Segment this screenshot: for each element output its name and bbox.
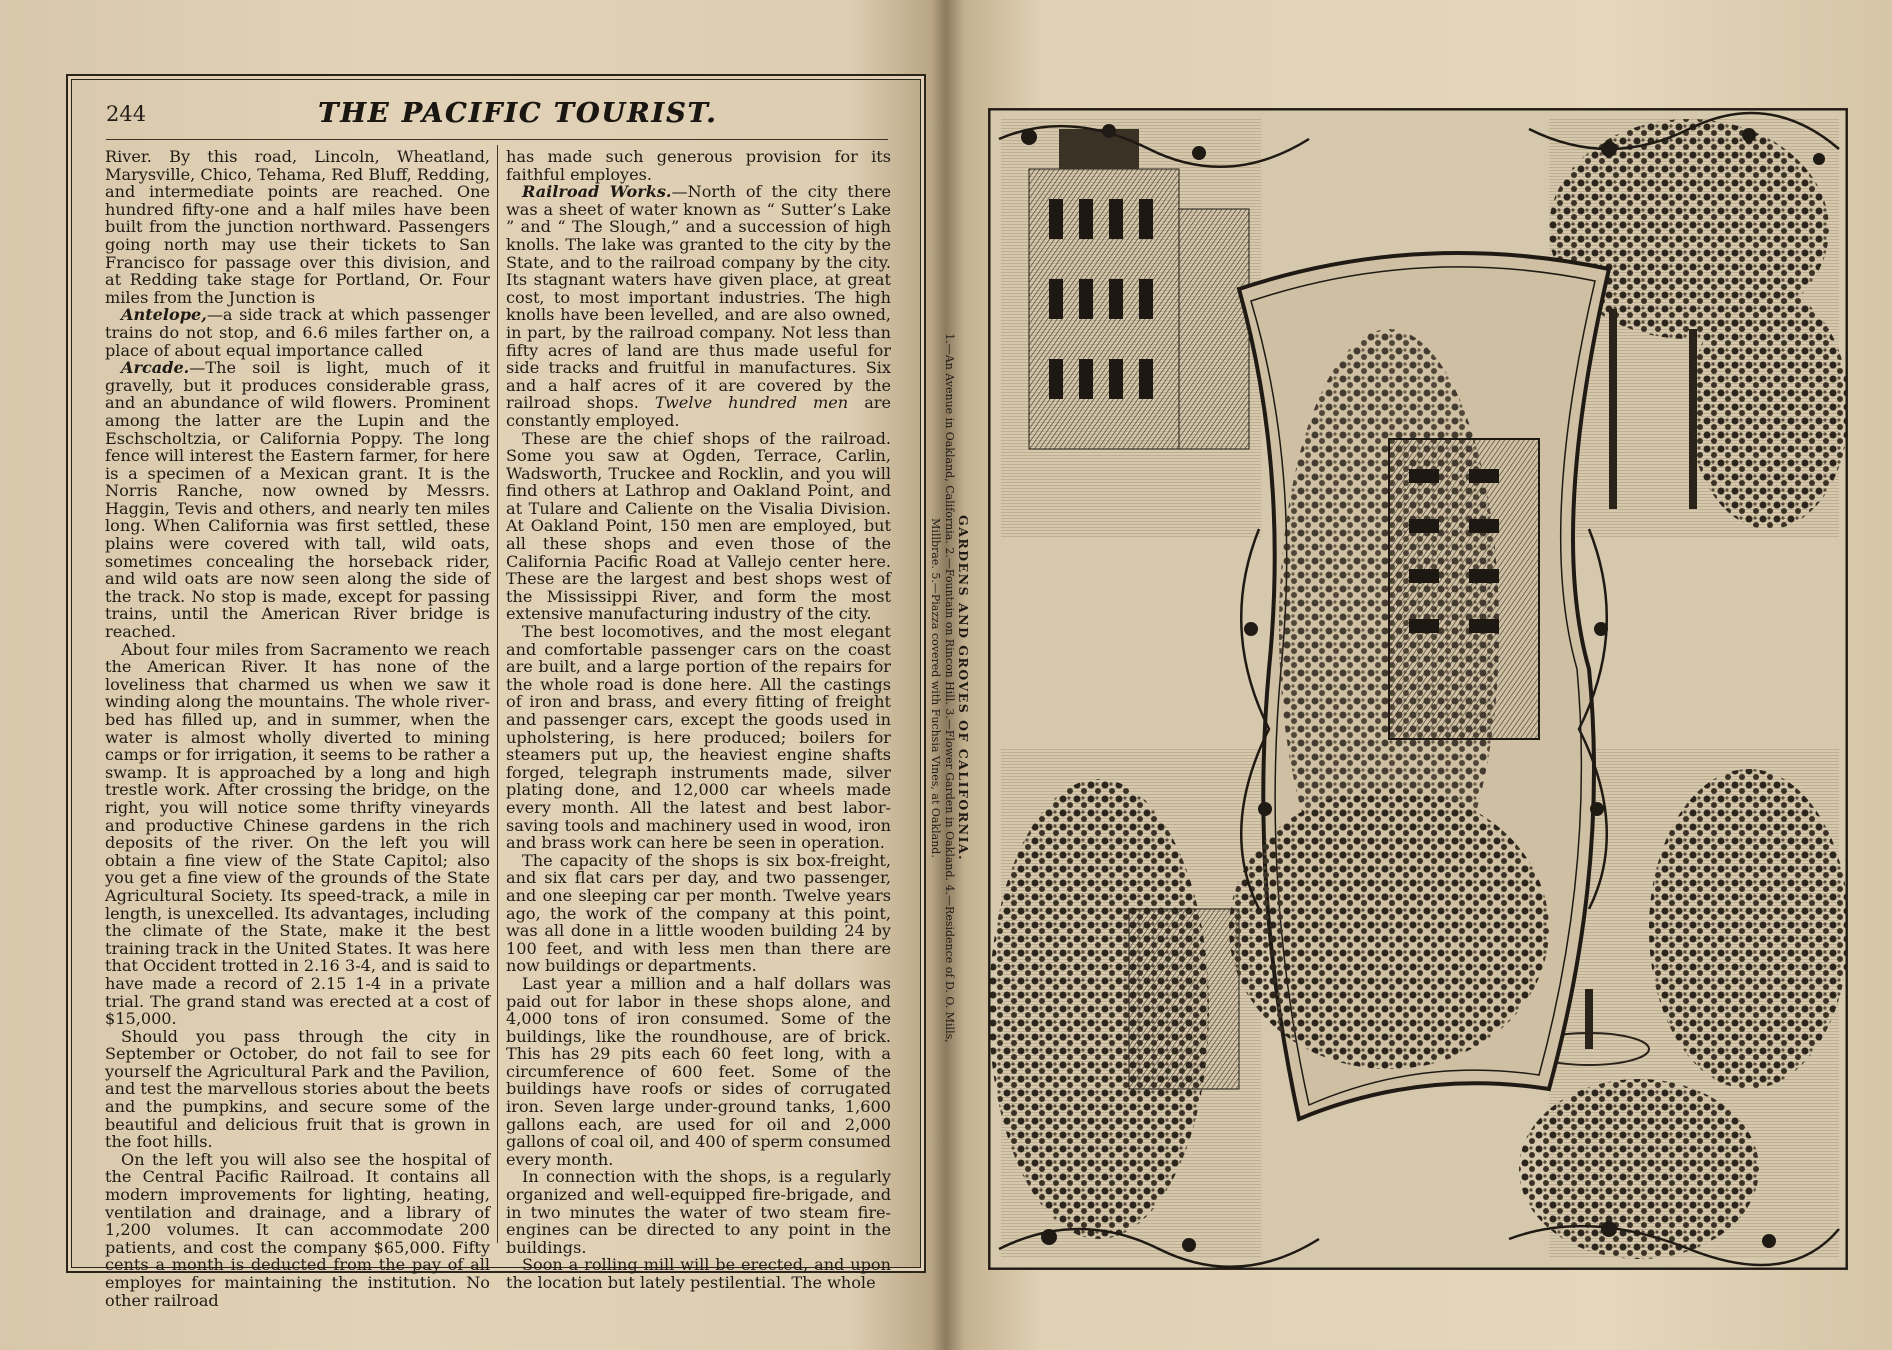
paragraph: These are the chief shops of the railroad. Some you saw at Ogden, Terrace, Carlin, Wadsworth, Truckee and Rocklin, and you will find others at Lathrop and Oakland Point, and at Tulare and Caliente on the Visalia Division. At Oakland Point, 150 men are employed, but all these shops and even those of the California Pacific Road at Vallejo center here. These are the largest and best shops west of the Mississippi River, and form the most extensive manufacturing industry of the city. xyxy=(506,428,891,624)
paragraph: About four miles from Sacramento we reach the American River. It has none of the loveliness that charmed us when we saw it winding along the mountains. The whole river-bed has filled up, and in summer, when the water is almost wholly diverted to mining camps or for irrigation, it seems to be rather a swamp. It is approached by a long and high trestle work. After crossing the bridge, on the right, you will notice some thrifty vineyards and productive Chinese gardens in the rich deposits of the river. On the left you will obtain a fine view of the State Capitol; also you get a fine view of the grounds of the State Agricultural Society. Its speed-track, a mile in length, is unexcelled. Its advantages, including the climate of the State, make it the best training track in the United States. It was here that Occident trotted in 2.16 3-4, and is said to have made a record of 2.15 1-4 in a private trial. The grand stand was erected at a cost of $15,000. xyxy=(105,639,490,1029)
caption-items: 1.—An Avenue in Oakland, California. 2.—Fountain on Rincon Hill. 3.—Flower Garden in Oakland. 4.—Residence of D. O. Mills, Millbrae. 5.—Piazza covered with Fuchsia Vines, at Oakland. xyxy=(929,333,956,1043)
paragraph: Arcade.—The soil is light, much of it gravelly, but it produces considerable grass, and an abundance of wild flowers. Prominent among the latter are the Lupin and the Eschscholtzia, or California Poppy. The long fence will interest the Eastern farmer, for here is a specimen of a Mexican grant. It is the Norris Ranche, now owned by Messrs. Haggin, Tevis and others, and nearly ten miles long. When California was first settled, these plains were covered with tall, wild oats, sometimes concealing the horseback rider, and wild oats are now seen along the side of the track. No stop is made, except for passing trains, until the American River bridge is reached. xyxy=(105,358,490,642)
paragraph: Soon a rolling mill will be erected, and upon the location but lately pestilential. The whole xyxy=(506,1255,891,1292)
paragraph: The best locomotives, and the most elegant and comfortable passenger cars on the coast are built, and a large portion of the repairs for the whole road is done here. All the castings of iron and brass, and every fitting of freight and passenger cars, except the goods used in upholstering, is here produced; boilers for steamers put up, the heaviest engine shafts forged, telegraph instruments made, silver plating done, and 12,000 car wheels made every month. All the latest and best labor-saving tools and machinery used in wood, iron and brass work can here be seen in operation. xyxy=(506,622,891,853)
paragraph: Last year a million and a half dollars was paid out for labor in these shops alone, and 4,000 tons of iron consumed. Some of the buildings, like the roundhouse, are of brick. This has 29 pits each 60 feet long, with a circumference of 600 feet. Some of the buildings have roofs or sides of corrugated iron. Seven large under-ground tanks, 1,600 gallons each, are used for oil and 2,000 gallons of coal oil, and 400 of sperm consumed every month. xyxy=(506,973,891,1169)
gardens-engraving-illustration xyxy=(989,109,1847,1269)
paragraph: On the left you will also see the hospital of the Central Pacific Railroad. It contains all modern improvements for lighting, heating, ventilation and drainage, and a library of 1,200 volumes. It can accommodate 200 patients, and cost the company $65,000. Fifty cents a month is deducted from the pay of all employes for maintaining the institution. No other railroad xyxy=(105,1149,490,1310)
engraving-frame xyxy=(988,108,1848,1270)
paragraph: The capacity of the shops is six box-freight, and six flat cars per day, and two passenger, and one sleeping car per month. Twelve years ago, the work of the company at this point, was all done in a little wooden building 24 by 100 feet, and with less men than there are now buildings or departments. xyxy=(506,850,891,976)
column-divider xyxy=(497,145,498,1243)
central-cartouche xyxy=(1229,253,1609,1119)
header-rule xyxy=(106,139,888,140)
running-title: THE PACIFIC TOURIST. xyxy=(318,98,718,129)
paragraph: In connection with the shops, is a regularly organized and well-equipped fire-brigade, and in two minutes the water of two steam fire-engines can be directed to any point in the buildings. xyxy=(506,1167,891,1257)
caption-title: GARDENS AND GROVES OF CALIFORNIA. xyxy=(956,515,971,861)
paragraph: Should you pass through the city in September or October, do not fail to see for yourself the Agricultural Park and the Pavilion, and test the marvellous stories about the beets and the pumpkins, and secure some of the beautiful and delicious fruit that is grown in the foot hills. xyxy=(105,1026,490,1152)
text-column-left xyxy=(105,148,490,1309)
text-column-right xyxy=(506,148,891,1292)
paragraph: Antelope,—a side track at which passenger trains do not stop, and 6.6 miles farther on, a place of about equal importance called xyxy=(105,305,490,360)
paragraph: has made such generous provision for its faithful employes. xyxy=(506,147,891,184)
page-number: 244 xyxy=(106,102,147,126)
paragraph: Railroad Works.—North of the city there was a sheet of water known as “ Sutter’s Lake ” and “ The Slough,” and a succession of high knolls. The lake was granted to the city by the State, and to the railroad company by the city. Its stagnant waters have given place, at great cost, to most important industries. The high knolls have been levelled, and are also owned, in part, by the railroad company. Not less than fifty acres of land are thus made useful for side tracks and fruitful in manufactures. Six and a half acres of it are covered by the railroad shops. Twelve hundred men are constantly employed. xyxy=(506,182,892,430)
paragraph: River. By this road, Lincoln, Wheatland, Marysville, Chico, Tehama, Red Bluff, Redding, and intermediate points are reached. One hundred fifty-one and a half miles have been built from the junction northward. Passengers going north may use their tickets to San Francisco for passage over this division, and at Redding take stage for Portland, Or. Four miles from the Junction is xyxy=(105,147,490,307)
illustration-caption xyxy=(929,308,971,1068)
